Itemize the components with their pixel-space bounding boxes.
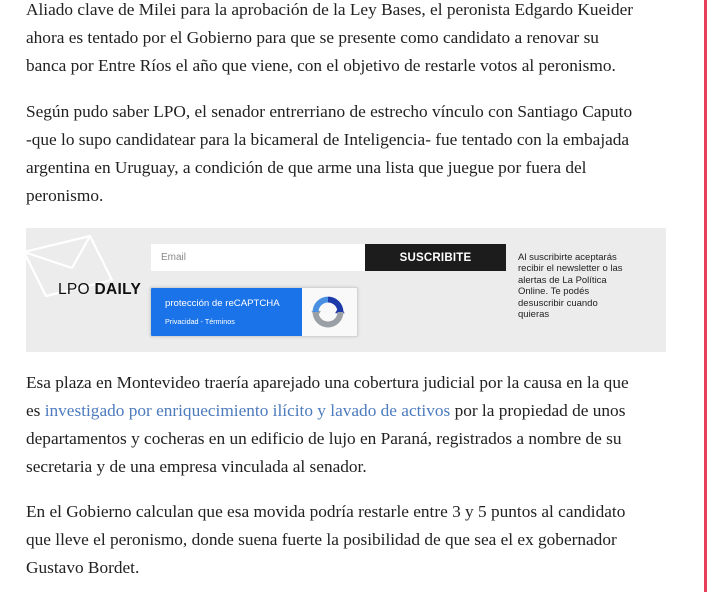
recaptcha-separator: - xyxy=(198,317,205,326)
newsletter-disclaimer xyxy=(518,252,646,320)
paragraph-line: secretaria y de una empresa vinculada al senador. xyxy=(26,457,367,476)
recaptcha-terms-link[interactable]: Términos xyxy=(204,317,235,326)
recaptcha-title: protección de reCAPTCHA xyxy=(165,298,280,309)
paragraph-line: que lleve el peronismo, donde suena fuerte la posibilidad de que sea el ex gobernador xyxy=(26,530,617,549)
disclaimer-line: alertas de La Política xyxy=(518,274,607,286)
recaptcha-links xyxy=(165,317,235,326)
recaptcha-badge[interactable] xyxy=(150,287,358,337)
paragraph-line: ahora es tentado por el Gobierno para que se presente como candidato a renovar su xyxy=(26,28,599,47)
lpo-daily-logo: LPO DAILY xyxy=(58,281,142,298)
disclaimer-line: Online. Te podés xyxy=(518,286,590,298)
article-paragraph-3 xyxy=(26,369,676,481)
paragraph-line xyxy=(26,397,676,425)
paragraph-line: Gustavo Bordet. xyxy=(26,558,140,577)
article-paragraph-1 xyxy=(26,0,676,80)
text-run: es xyxy=(26,401,45,420)
text-run: por la propiedad de unos xyxy=(450,401,626,420)
paragraph-line: -que lo supo candidatear para la bicameral de Inteligencia- fue tentado con la embajada xyxy=(26,130,630,149)
investigation-link[interactable]: investigado por enriquecimiento ilícito y lavado de activos xyxy=(44,401,451,420)
disclaimer-line: desuscribir cuando xyxy=(518,297,598,309)
recaptcha-privacy-link[interactable]: Privacidad xyxy=(165,317,199,326)
paragraph-line: argentina en Uruguay, a condición de que arme una lista que juegue por fuera del xyxy=(26,158,587,177)
paragraph-line: departamentos y cocheras en un edificio de lujo en Paraná, registrados a nombre de su xyxy=(26,429,622,448)
recaptcha-icon xyxy=(309,293,347,331)
disclaimer-line: recibir el newsletter o las xyxy=(518,263,623,275)
paragraph-line: Esa plaza en Montevideo traería aparejado una cobertura judicial por la causa en la que xyxy=(26,373,629,392)
subscribe-button[interactable]: SUSCRIBITE xyxy=(365,244,506,271)
recaptcha-info-panel xyxy=(151,288,302,336)
paragraph-line: banca por Entre Ríos el año que viene, con el objetivo de restarle votos al peronismo. xyxy=(26,56,616,75)
paragraph-line: peronismo. xyxy=(26,186,104,205)
paragraph-line: En el Gobierno calculan que esa movida podría restarle entre 3 y 5 puntos al candidato xyxy=(26,502,626,521)
disclaimer-line: quieras xyxy=(518,309,550,321)
disclaimer-line: Al suscribirte aceptarás xyxy=(518,252,617,263)
newsletter-signup-box xyxy=(26,228,666,352)
newsletter-email-input[interactable] xyxy=(151,244,365,271)
paragraph-line: Aliado clave de Milei para la aprobación de la Ley Bases, el peronista Edgardo Kueider xyxy=(26,0,634,19)
paragraph-line: Según pudo saber LPO, el senador entrerriano de estrecho vínculo con Santiago Caputo xyxy=(26,102,633,121)
article-paragraph-4 xyxy=(26,498,676,582)
article-paragraph-2 xyxy=(26,98,676,210)
